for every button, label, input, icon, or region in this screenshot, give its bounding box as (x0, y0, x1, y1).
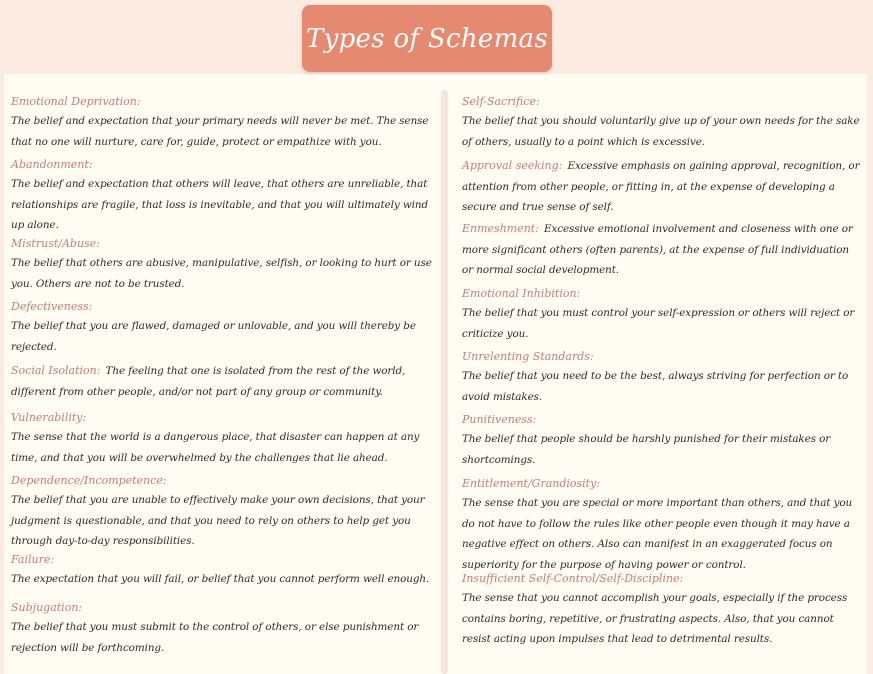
schema-definition: The belief that you should voluntarily give up of your own needs for the sake of others, usually to a point which is excessive. (462, 115, 860, 148)
title-banner (302, 5, 552, 72)
schema-definition: The sense that you cannot accomplish your goals, especially if the process contains boring, repetitive, or frustrating aspects. Also, that you cannot resist acting upon impulses that lead to detrimental results. (462, 592, 848, 646)
schema-term: Self-Sacrifice: (462, 95, 540, 108)
schema-definition: The belief that others are abusive, manipulative, selfish, or looking to hurt or use you. Others are not to be trusted. (11, 257, 432, 290)
schema-definition: The belief that people should be harshly punished for their mistakes or shortcomings. (462, 433, 831, 466)
schema-term: Defectiveness: (11, 300, 93, 313)
schema-term: Enmeshment: (462, 222, 539, 235)
column-divider (441, 90, 448, 674)
schema-term: Approval seeking: (462, 159, 563, 172)
schema-entry (462, 345, 860, 405)
schema-definition: The sense that you are special or more important than others, and that you do not have to follow the rules like other people even though it may have a negative effect on others. Also can manifest in an exaggerated focus on superiority for the purpose of having power or control. (462, 497, 853, 571)
schema-entry (462, 90, 860, 150)
schema-entry (462, 567, 860, 648)
schema-entry (11, 596, 434, 656)
schema-entry (462, 282, 860, 342)
schema-term: Emotional Inhibition: (462, 287, 581, 300)
page-title: Types of Schemas (305, 23, 548, 54)
schema-term: Social Isolation: (11, 364, 101, 377)
schema-entry (11, 406, 434, 466)
schema-entry (11, 90, 434, 150)
schema-term: Abandonment: (11, 158, 93, 171)
schema-definition: The belief that you must control your self-expression or others will reject or criticize you. (462, 307, 855, 340)
schema-entry (11, 232, 434, 292)
schema-definition: The expectation that you will fail, or belief that you cannot perform well enough. (11, 573, 430, 585)
schema-term: Emotional Deprivation: (11, 95, 141, 108)
schema-entry (462, 154, 860, 216)
schema-term: Entitlement/Grandiosity: (462, 477, 601, 490)
schema-entry (11, 295, 434, 355)
schema-definition: The belief that you are flawed, damaged or unlovable, and you will thereby be rejected. (11, 320, 416, 353)
schema-term: Insufficient Self-Control/Self-Discipline: (462, 572, 684, 585)
schema-definition: The belief that you must submit to the control of others, or else punishment or rejection will be forthcoming. (11, 621, 419, 654)
schema-term: Subjugation: (11, 601, 83, 614)
schema-term: Punitiveness: (462, 413, 537, 426)
schema-definition: Excessive emphasis on gaining approval, recognition, or attention from other people, or fitting in, at the expense of developing a secure and true sense of self. (462, 160, 860, 214)
schema-term: Unrelenting Standards: (462, 350, 594, 363)
schema-entry (11, 548, 434, 588)
schema-definition: The belief that you need to be the best, always striving for perfection or to avoid mistakes. (462, 370, 849, 403)
schema-definition: Excessive emotional involvement and closeness with one or more significant others (often parents), at the expense of full individuation or normal social development. (462, 223, 853, 277)
schema-term: Failure: (11, 553, 55, 566)
schema-definition: The belief and expectation that others will leave, that others are unreliable, that relationships are fragile, that loss is inevitable, and that you will ultimately wind up alone. (11, 178, 429, 232)
schema-term: Vulnerability: (11, 411, 87, 424)
schema-definition: The belief that you are unable to effectively make your own decisions, that your judgment is questionable, and that you need to rely on others to help get you through day-to-day responsibilities. (11, 494, 425, 548)
schema-entry (462, 472, 860, 573)
schema-definition: The belief and expectation that your primary needs will never be met. The sense that no one will nurture, care for, guide, protect or empathize with you. (11, 115, 429, 148)
schema-definition: The feeling that one is isolated from the rest of the world, different from other people, and/or not part of any group or community. (11, 365, 406, 398)
schema-definition: The sense that the world is a dangerous place, that disaster can happen at any time, and that you will be overwhelmed by the challenges that lie ahead. (11, 431, 420, 464)
schema-term: Dependence/Incompetence: (11, 474, 167, 487)
schema-entry (11, 153, 434, 234)
schema-entry (462, 408, 860, 468)
schema-entry (11, 359, 434, 400)
schema-entry (462, 217, 860, 279)
schema-term: Mistrust/Abuse: (11, 237, 100, 250)
schema-entry (11, 469, 434, 550)
